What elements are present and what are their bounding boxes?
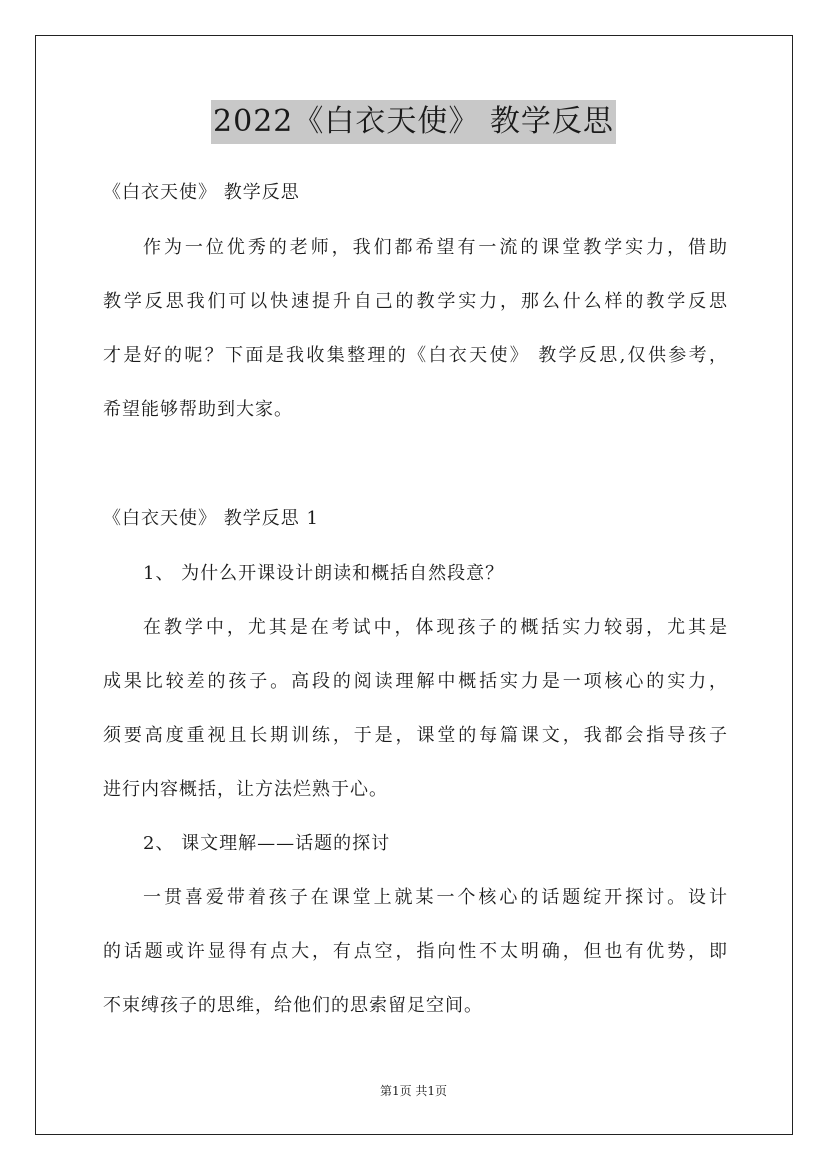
point2-heading: 2、 课文理解——话题的探讨	[143, 833, 391, 854]
point1-line-4: 进行内容概括，让方法烂熟于心。	[103, 779, 388, 800]
intro-line-2: 教学反思我们可以快速提升自己的教学实力，那么什么样的教学反思	[103, 291, 728, 312]
intro-line-1: 作为一位优秀的老师，我们都希望有一流的课堂教学实力，借助	[143, 237, 728, 258]
point2-line-2: 的话题或许显得有点大，有点空，指向性不太明确，但也有优势，即	[103, 941, 728, 962]
point1-line-2: 成果比较差的孩子。高段的阅读理解中概括实力是一项核心的实力，	[103, 671, 728, 692]
point2-line-3: 不束缚孩子的思维，给他们的思索留足空间。	[103, 995, 483, 1016]
point1-heading: 1、 为什么开课设计朗读和概括自然段意？	[143, 563, 505, 584]
section1-heading: 《白衣天使》 教学反思 1	[103, 508, 319, 529]
intro-line-4: 希望能够帮助到大家。	[103, 399, 293, 420]
intro-line-3: 才是好的呢？下面是我收集整理的《白衣天使》 教学反思,仅供参考，	[103, 345, 728, 366]
subtitle: 《白衣天使》 教学反思	[103, 182, 300, 203]
document-title-block	[0, 100, 827, 144]
document-title: 2022《白衣天使》 教学反思	[211, 100, 616, 144]
point1-line-1: 在教学中，尤其是在考试中，体现孩子的概括实力较弱，尤其是	[143, 617, 728, 638]
page-footer: 第1页 共1页	[379, 1084, 448, 1098]
point2-line-1: 一贯喜爱带着孩子在课堂上就某一个核心的话题绽开探讨。设计	[143, 887, 728, 908]
point1-line-3: 须要高度重视且长期训练，于是，课堂的每篇课文，我都会指导孩子	[103, 725, 728, 746]
